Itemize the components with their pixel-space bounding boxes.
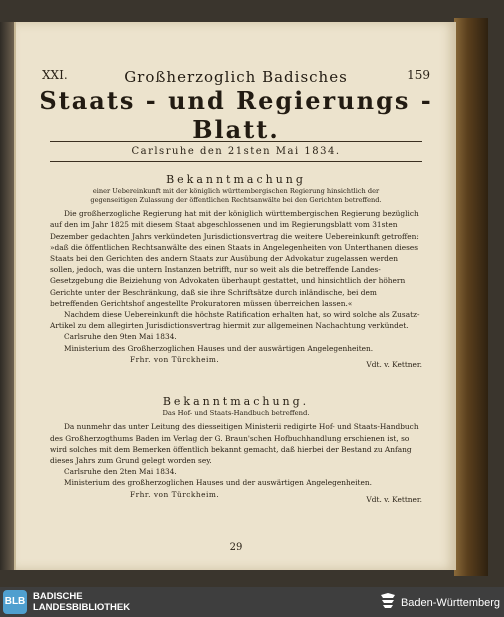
- library-name-line1: BADISCHE: [33, 591, 83, 602]
- baden-wuerttemberg-lions-icon: [379, 592, 397, 612]
- section1-subtitle: einer Uebereinkunft mit der königlich württembergischen Regierung hinsichtlich der gegenseitigen Zulassung der öffentlichen Rechtsanwälte bei den Gerichten betreffend.: [90, 187, 382, 205]
- issue-number: XXI.: [42, 68, 68, 82]
- section1: [50, 174, 422, 370]
- state-label[interactable]: Baden-Württemberg: [400, 597, 500, 609]
- section2-heading: Bekanntmachung.: [162, 395, 310, 408]
- masthead-rule-bottom: [50, 161, 422, 162]
- blb-logo[interactable]: BLB: [3, 590, 27, 614]
- page-footer-number: 29: [229, 542, 243, 553]
- section2-place-date: Carlsruhe den 2ten Mai 1834.: [64, 467, 177, 477]
- section1-place-date: Carlsruhe den 9ten Mai 1834.: [64, 332, 177, 342]
- section2: [50, 396, 422, 505]
- section1-heading: Bekanntmachung: [166, 173, 306, 186]
- issue-date: Carlsruhe den 21sten Mai 1834.: [131, 146, 341, 157]
- section2-paragraph: Da nunmehr das unter Leitung des diesseitigen Ministerii redigirte Hof- und Staats-Handbuch des Großherzogthums Baden im Verlag der G. Braun'schen Hofbuchhandlung erschienen ist, so wird solches mit dem Bemerken öffentlich bekannt gemacht, daß hierbei der Bestand zu Anfang dieses Jahrs zum Grund gelegt worden sey.: [50, 422, 419, 466]
- section1-paragraph: Die großherzogliche Regierung hat mit der königlich württembergischen Regierung bezüglich auf den im Jahr 1825 mit diesem Staat abgeschlossenen und im Regierungsblatt vom 31sten Dezember gedachten Jahrs verkündeten Jurisdictionsvertrag die weitere Uebereinkunft getroffen: »daß die öffentlichen Rechtsanwälte des einen Staats in Angelegenheiten von Unterthanen dieses Staats bei den Gerichten des andern Staats zur Ausübung der Advokatur zugelassen werden sollen, jedoch, was die untern Instanzen betrifft, nur so weit als die betreffende Landes-Gesetzgebung die Beiziehung von Advokaten überhaupt gestattet, und hinsichtlich der höhern Gerichte unter der Beschränkung, daß sie ihre Schriftsätze durch inländische, bei dem betreffenden Gerichtshof angestellte Prokuratoren müssen überreichen lassen.«: [50, 209, 419, 308]
- section2-subtitle: Das Hof- und Staats-Handbuch betreffend.: [162, 409, 310, 418]
- masthead-rule-top: [50, 141, 422, 142]
- library-name[interactable]: [33, 591, 130, 613]
- page-left-edge: [0, 22, 14, 570]
- section1-signer: Frhr. von Türckheim.: [130, 354, 220, 364]
- library-name-line2: LANDESBIBLIOTHEK: [33, 602, 131, 613]
- section2-ministry: Ministerium des großherzoglichen Hauses und der auswärtigen Angelegenheiten.: [64, 478, 372, 488]
- document-page: [14, 22, 456, 570]
- masthead-line2: Staats - und Regierungs - Blatt.: [39, 86, 433, 144]
- section2-countersign: Vdt. v. Kettner.: [366, 494, 422, 504]
- section1-paragraph: Nachdem diese Uebereinkunft die höchste Ratification erhalten hat, so wird solche als Zusatz-Artikel zu dem allegirten Jurisdictionsvertrag hiermit zur allgemeinen Nachachtung verkündet.: [50, 310, 420, 331]
- section1-countersign: Vdt. v. Kettner.: [366, 360, 422, 370]
- section1-ministry: Ministerium des Großherzoglichen Hauses und der auswärtigen Angelegenheiten.: [64, 343, 374, 353]
- masthead-line1: Großherzoglich Badisches: [124, 68, 348, 86]
- book-spine: [454, 18, 488, 576]
- page-number: 159: [407, 68, 430, 82]
- section2-signer: Frhr. von Türckheim.: [130, 489, 220, 499]
